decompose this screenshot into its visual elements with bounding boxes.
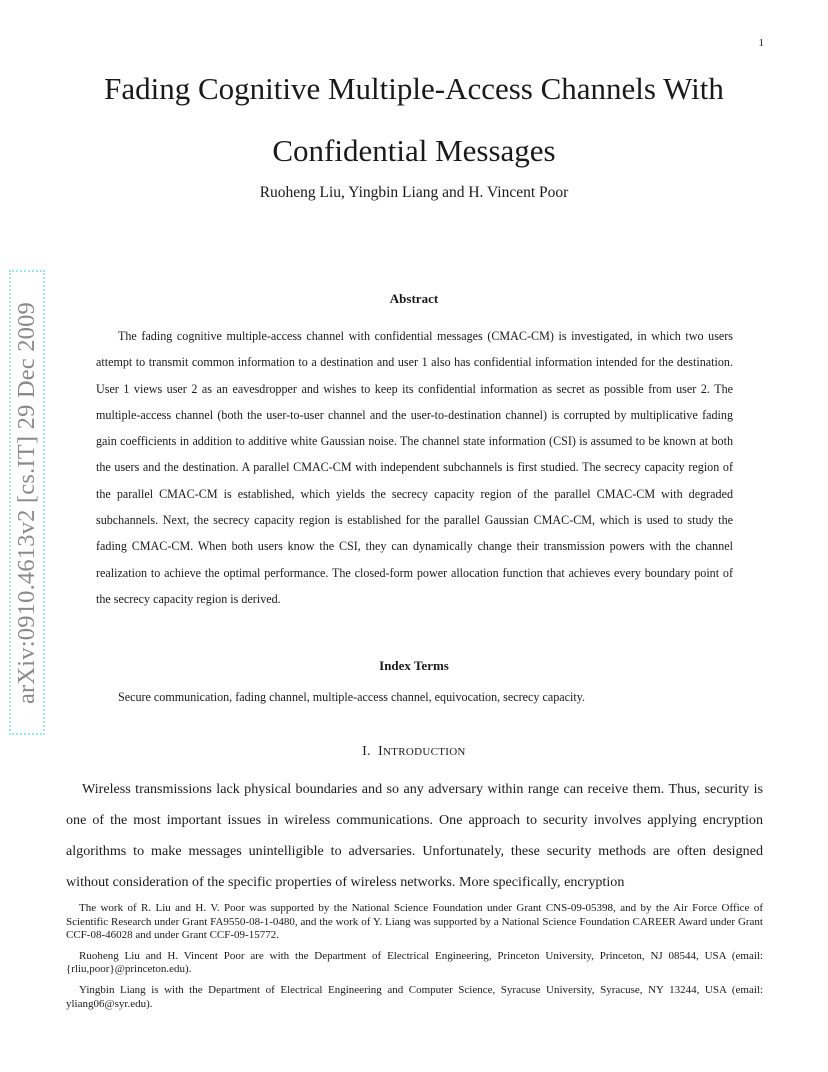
- section-numeral: I.: [362, 743, 371, 758]
- section-heading-initial: I: [378, 743, 383, 758]
- index-terms-text: Secure communication, fading channel, multiple-access channel, equivocation, secrecy capacity.: [118, 690, 585, 704]
- section-heading-smallcaps: NTRODUCTION: [382, 746, 466, 758]
- abstract-text: The fading cognitive multiple-access channel with confidential messages (CMAC-CM) is investigated, in which two users attempt to transmit common information to a destination and user 1 also has confidential information intended for the destination. User 1 views user 2 as an eavesdropper and wishes to keep its confidential information as secret as possible from user 2. The multiple-access channel (both the user-to-user channel and the user-to-destination channel) is corrupted by multiplicative fading gain coefficients in addition to additive white Gaussian noise. The channel state information (CSI) is assumed to be known at both the users and the destination. A parallel CMAC-CM with independent subchannels is first studied. The secrecy capacity region of the parallel CMAC-CM is established, which yields the secrecy capacity region of the parallel CMAC-CM with degraded subchannels. Next, the secrecy capacity region is established for the parallel Gaussian CMAC-CM, which is used to study the fading CMAC-CM. When both users know the CSI, they can dynamically change their transmission powers with the channel realization to achieve the optimal performance. The closed-form power allocation function that achieves every boundary point of the secrecy capacity region is derived.: [96, 329, 733, 606]
- arxiv-identifier-text: arXiv:0910.4613v2 [cs.IT] 29 Dec 2009: [13, 301, 40, 704]
- footnotes: [66, 902, 763, 1018]
- author-list: Ruoheng Liu, Yingbin Liang and H. Vincent Poor: [259, 184, 569, 201]
- footnote-funding: The work of R. Liu and H. V. Poor was supported by the National Science Foundation under Grant CNS-09-05398, and by the Air Force Office of Scientific Research under Grant FA9550-08-1-0480, and the work of Y. Liang was supported by a National Science Foundation CAREER Award under Grant CCF-08-46028 and under Grant CCF-09-15772.: [66, 902, 763, 942]
- page-number: 1: [758, 37, 764, 49]
- paper-title: Fading Cognitive Multiple-Access Channels With Confidential Messages: [104, 71, 724, 168]
- abstract-heading: Abstract: [389, 291, 439, 306]
- index-terms-heading: Index Terms: [379, 658, 449, 673]
- introduction-paragraph: Wireless transmissions lack physical boundaries and so any adversary within range can receive them. Thus, security is one of the most important issues in wireless communications. One approach to security involves applying encryption algorithms to make messages unintelligible to adversaries. Unfortunately, these security methods are often designed without consideration of the specific properties of wireless networks. More specifically, encryption: [66, 781, 763, 890]
- footnote-affiliation-princeton: Ruoheng Liu and H. Vincent Poor are with the Department of Electrical Engineering, Princeton University, Princeton, NJ 08544, USA (email: {rliu,poor}@princeton.edu).: [66, 949, 763, 976]
- introduction-heading: [0, 743, 828, 759]
- footnote-affiliation-syracuse: Yingbin Liang is with the Department of Electrical Engineering and Computer Science, Syracuse University, Syracuse, NY 13244, USA (email: yliang06@syr.edu).: [66, 983, 763, 1010]
